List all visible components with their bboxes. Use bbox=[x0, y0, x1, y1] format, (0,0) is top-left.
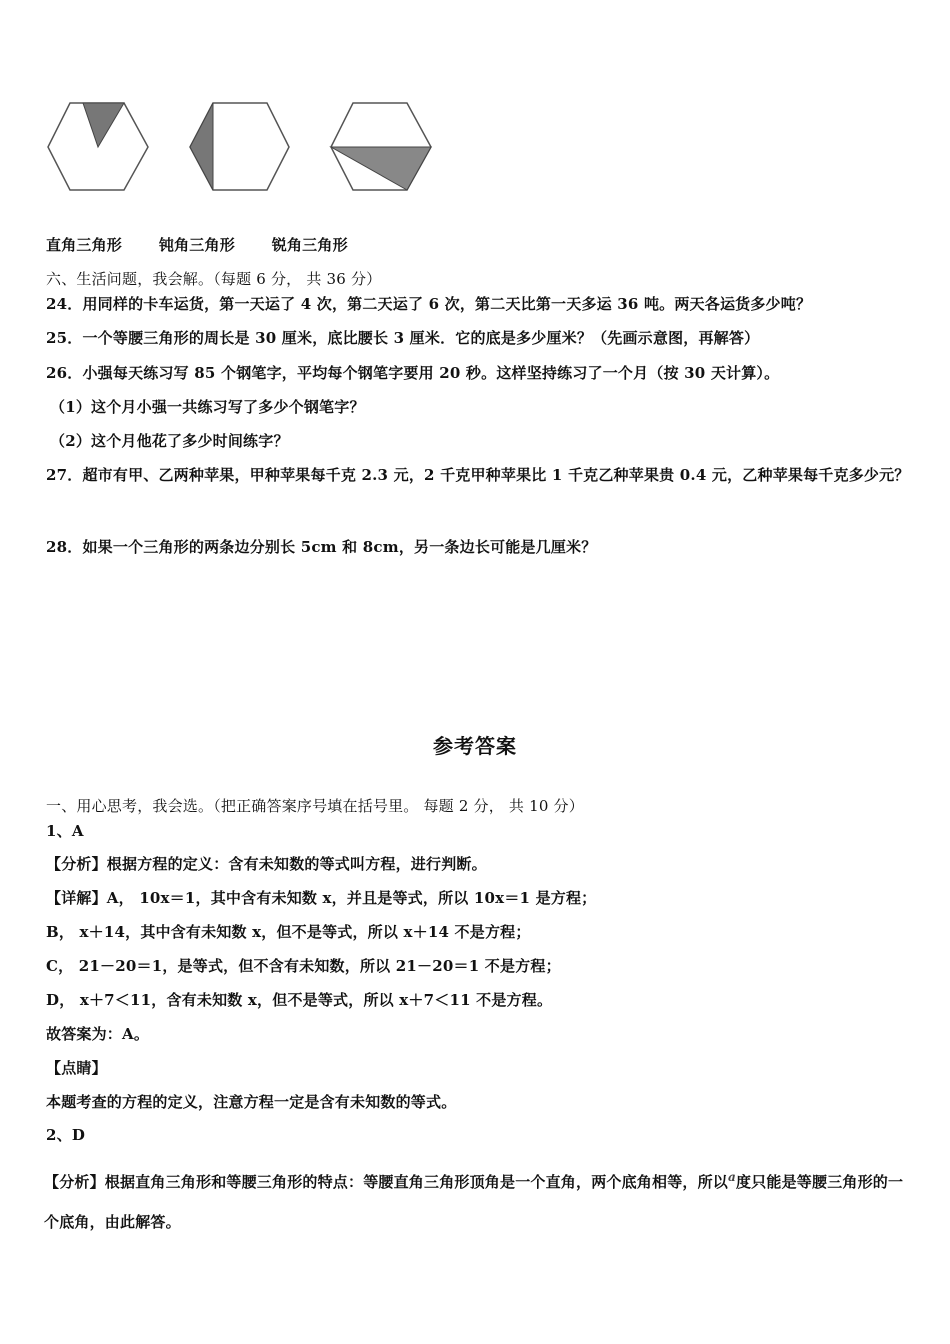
answers-title: 参考答案 bbox=[433, 734, 517, 758]
answer-1-option-c: C， 21－20＝1，是等式，但不含有未知数，所以 21－20＝1 不是方程； bbox=[46, 957, 561, 975]
hexagon-figures bbox=[40, 95, 460, 200]
hexagon-figures-svg bbox=[40, 95, 460, 200]
question-24: 24．用同样的卡车运货，第一天运了 4 次，第二天运了 6 次，第二天比第一天多运 36 吨。两天各运货多少吨？ bbox=[46, 295, 812, 313]
shaded-triangle-3 bbox=[331, 147, 431, 190]
figure-labels bbox=[46, 234, 910, 256]
answer-1-option-b: B， x＋14，其中含有未知数 x，但不是等式，所以 x＋14 不是方程； bbox=[46, 923, 531, 941]
answer-1-analysis: 【分析】根据方程的定义：含有未知数的等式叫方程，进行判断。 bbox=[46, 855, 487, 873]
question-26: 26．小强每天练习写 85 个钢笔字，平均每个钢笔字要用 20 秒。这样坚持练习了一个月（按 30 天计算）。 bbox=[46, 364, 780, 382]
answer-2: 2、D bbox=[46, 1126, 86, 1144]
question-28: 28．如果一个三角形的两条边分别长 5cm 和 8cm，另一条边长可能是几厘米？ bbox=[46, 538, 597, 556]
answer-1-option-d: D， x＋7＜11，含有未知数 x，但不是等式，所以 x＋7＜11 不是方程。 bbox=[46, 991, 553, 1009]
answer-1: 1、A bbox=[46, 822, 84, 840]
alpha-symbol: a bbox=[728, 1170, 736, 1184]
answer-2-analysis-part2: 度只能是等腰三角形的一个底角，由此解答。 bbox=[44, 1173, 904, 1231]
answers-section1-heading: 一、用心思考，我会选。（把正确答案序号填在括号里。 每题 2 分， 共 10 分） bbox=[46, 797, 584, 815]
hexagon-figure-2 bbox=[190, 103, 289, 190]
answer-1-conclusion: 故答案为：A。 bbox=[46, 1025, 150, 1043]
figure-label-2: 钝角三角形 bbox=[158, 236, 235, 254]
answer-2-analysis-part1: 【分析】根据直角三角形和等腰三角形的特点：等腰直角三角形顶角是一个直角，两个底角相等，所以 bbox=[44, 1173, 729, 1191]
answer-1-review: 本题考查的方程的定义，注意方程一定是含有未知数的等式。 bbox=[46, 1093, 457, 1111]
question-26-part-1: （1）这个月小强一共练习写了多少个钢笔字？ bbox=[50, 398, 365, 416]
question-27: 27．超市有甲、乙两种苹果，甲种苹果每千克 2.3 元，2 千克甲种苹果比 1 千克乙种苹果贵 0.4 元，乙种苹果每千克多少元？ bbox=[46, 466, 910, 484]
question-26-part-2: （2）这个月他花了多少时间练字？ bbox=[50, 432, 289, 450]
shaded-triangle-1 bbox=[83, 103, 124, 147]
shaded-triangle-2 bbox=[190, 103, 213, 190]
answer-1-detail: 【详解】A， 10x＝1，其中含有未知数 x，并且是等式，所以 10x＝1 是方程； bbox=[46, 889, 597, 907]
section6-heading: 六、生活问题，我会解。（每题 6 分， 共 36 分） bbox=[46, 270, 382, 288]
hexagon-figure-1 bbox=[48, 103, 148, 190]
hexagon-figure-3 bbox=[331, 103, 431, 190]
answer-2-analysis bbox=[44, 1157, 908, 1242]
question-25: 25．一个等腰三角形的周长是 30 厘米，底比腰长 3 厘米．它的底是多少厘米？（先画示意图，再解答） bbox=[46, 329, 760, 347]
answer-1-review-label: 【点睛】 bbox=[46, 1059, 107, 1077]
figure-label-3: 锐角三角形 bbox=[271, 236, 348, 254]
figure-label-1: 直角三角形 bbox=[46, 236, 123, 254]
